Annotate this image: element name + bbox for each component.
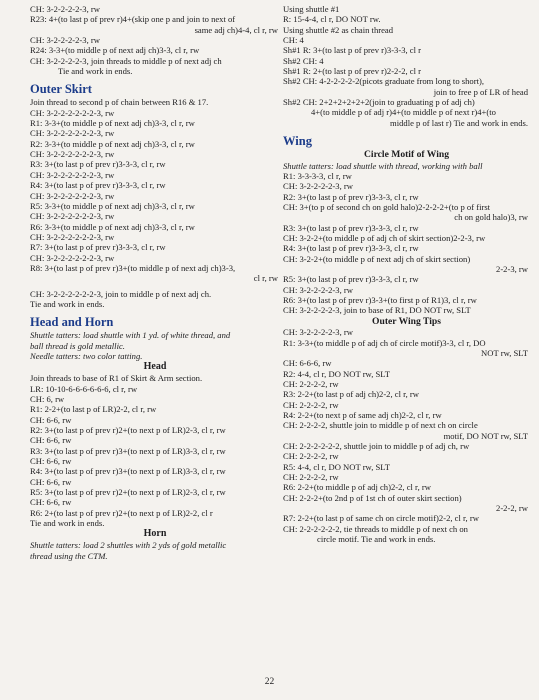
left-line: Shuttle tatters: load 2 shuttles with 2 yds of gold metallic (30, 540, 227, 551)
right-line: R1: 3-3-3-3, cl r, rw (283, 170, 352, 181)
page-number: 22 (264, 677, 275, 687)
right-line: CH: 2-2-2-2, rw (283, 379, 339, 389)
left-line: ball thread is gold metallic. (30, 340, 125, 351)
right-line: R5: 3+(to last p of prev r)3-3-3, cl r, rw (283, 274, 419, 285)
left-section-heading: Outer Skirt (30, 82, 92, 97)
left-line: cl r, rw (253, 273, 278, 284)
left-line: CH: 6-6, rw (30, 456, 72, 467)
right-line: R3: 3+(to last p of prev r)3-3-3, cl r, rw (283, 222, 419, 233)
right-line: ch on gold halo)3, rw (454, 212, 528, 223)
right-line: Using shuttle #1 (283, 4, 340, 14)
left-line: R6: 2+(to last p of prev r)2+(to next p of LR)2-2, cl r (30, 507, 213, 518)
left-line: R7: 3+(to last p of prev r)3-3-3, cl r, rw (30, 242, 166, 253)
left-line: CH: 3-2-2-2-2-3, rw (30, 4, 100, 14)
left-line: R2: 3-3+(to middle p of next adj ch)3-3, cl r, rw (30, 138, 195, 149)
left-line: Shuttle tatters: load shuttle with 1 yd. of white thread, and (30, 330, 231, 341)
left-line: Needle tatters: two color tatting. (30, 350, 143, 361)
right-line: circle motif. Tie and work in ends. (317, 534, 436, 545)
left-line: CH: 3-2-2-2-2-3, rw (30, 35, 100, 46)
left-line: R5: 3+(to last p of prev r)2+(to next p of LR)2-3, cl r, rw (30, 487, 226, 498)
right-line: Sh#2 CH: 4 (283, 55, 324, 66)
left-line: Tie and work in ends. (30, 518, 105, 529)
right-line: motif, DO NOT rw, SLT (443, 430, 528, 441)
right-line: Using shuttle #2 as chain thread (283, 24, 394, 35)
right-line: CH: 6-6-6, rw (283, 358, 332, 369)
left-line: Tie and work in ends. (58, 66, 133, 77)
left-line: CH: 6-6, rw (30, 414, 72, 425)
left-subheading: Head (143, 361, 167, 373)
right-subheading: Circle Motif of Wing (364, 149, 449, 161)
right-line: R: 15-4-4, cl r, DO NOT rw. (283, 14, 381, 25)
left-line: Join threads to base of R1 of Skirt & Arm section. (30, 373, 203, 384)
left-line: R1: 2-2+(to last p of LR)2-2, cl r, rw (30, 404, 157, 415)
right-line: NOT rw, SLT (481, 347, 528, 358)
right-line: Sh#2 CH: 4-2-2-2-2-2(picots graduate from long to short), (283, 76, 484, 87)
right-line: CH: 2-2-2-2-2-2, shuttle join to middle p of adj ch, rw (283, 441, 470, 452)
right-line: R1: 3-3+(to middle p of adj ch of circle motif)3-3, cl r, DO (283, 337, 486, 348)
right-subheading: Outer Wing Tips (372, 315, 441, 327)
left-line: same adj ch)4-4, cl r, rw (194, 24, 278, 35)
left-line: CH: 3-2-2-2-2-2-2-3, rw (30, 149, 115, 160)
right-line: R6: 3+(to last p of prev r)3-3+(to first p of R1)3, cl r, rw (283, 295, 477, 306)
right-line: R7: 2-2+(to last p of same ch on circle motif)2-2, cl r, rw (283, 513, 479, 524)
left-line: R2: 3+(to last p of prev r)2+(to next p of LR)2-3, cl r, rw (30, 425, 226, 436)
right-line: 2-2-3, rw (496, 264, 528, 275)
right-line: CH: 2-2-2-2, rw (283, 451, 339, 462)
left-line: Join thread to second p of chain between R16 & 17. (30, 97, 209, 108)
left-line: CH: 6-6, rw (30, 435, 72, 446)
right-line: join to free p of LR of head (433, 86, 528, 97)
right-line: Shuttle tatters: load shuttle with thread, working with ball (283, 160, 483, 171)
left-line: CH: 6-6, rw (30, 497, 72, 508)
left-line: CH: 3-2-2-2-2-2-2-3, rw (30, 128, 115, 139)
right-line: CH: 3-2-2-2-2-3, join to base of R1, DO NOT rw, SLT (283, 305, 471, 316)
right-line: CH: 3-2-2-2-2-3, rw (283, 327, 353, 338)
right-line: CH: 3-2-2+(to middle p of next adj ch of skirt section) (283, 253, 471, 264)
left-line: R3: 3+(to last p of prev r)3-3-3, cl r, rw (30, 159, 166, 170)
right-line: CH: 3-2-2-2-2-3, rw (283, 181, 353, 192)
left-line: CH: 3-2-2-2-2-2-2-3, rw (30, 252, 115, 263)
right-line: R4: 3+(to last p of prev r)3-3-3, cl r, rw (283, 243, 419, 254)
left-line: R8: 3+(to last p of prev r)3+(to middle p of next adj ch)3-3, (30, 262, 236, 273)
right-line: R3: 2-2+(to last p of adj ch)2-2, cl r, rw (283, 389, 420, 400)
right-line: R2: 4-4, cl r, DO NOT rw, SLT (283, 368, 390, 379)
right-line: Sh#1 R: 2+(to last p of prev r)2-2-2, cl r (283, 66, 422, 77)
left-line: CH: 3-2-2-2-2-2-2-3, rw (30, 169, 115, 180)
right-line: 4+(to middle p of adj r)4+(to middle p of next r)4+(to (311, 107, 496, 118)
left-line: R5: 3-3+(to middle p of next adj ch)3-3, cl r, rw (30, 200, 195, 211)
left-line: CH: 3-2-2-2-2-2-2-3, join to middle p of next adj ch. (30, 288, 212, 299)
right-line: R2: 3+(to last p of prev r)3-3-3, cl r, rw (283, 191, 419, 202)
left-section-heading: Head and Horn (30, 315, 114, 330)
right-line: Sh#1 R: 3+(to last p of prev r)3-3-3, cl r (283, 45, 422, 56)
left-line: R1: 3-3+(to middle p of next adj ch)3-3, cl r, rw (30, 118, 195, 129)
right-section-heading: Wing (283, 134, 312, 149)
right-line: R6: 2-2+(to middle p of adj ch)2-2, cl r, rw (283, 482, 431, 493)
right-line: CH: 2-2-2+(to 2nd p of 1st ch of outer skirt section) (283, 492, 462, 503)
left-line: CH: 3-2-2-2-2-2-2-3, rw (30, 231, 115, 242)
right-line: CH: 3-2-2-2-2-3, rw (283, 284, 353, 295)
left-line: CH: 3-2-2-2-2-2-2-3, rw (30, 107, 115, 118)
left-line: CH: 6-6, rw (30, 476, 72, 487)
left-line: R6: 3-3+(to middle p of next adj ch)3-3, cl r, rw (30, 221, 195, 232)
right-line: CH: 3-2-2+(to middle p of adj ch of skirt section)2-2-3, rw (283, 233, 486, 244)
left-line: thread using the CTM. (30, 550, 108, 561)
right-line: CH: 2-2-2-2-2-2, tie threads to middle p of next ch on (283, 523, 468, 534)
left-subheading: Horn (143, 528, 167, 540)
right-line: CH: 2-2-2-2, rw (283, 472, 339, 483)
left-line: CH: 6, rw (30, 394, 65, 404)
left-line: Tie and work in ends. (30, 298, 105, 309)
left-line: R24: 3-3+(to middle p of next adj ch)3-3, cl r, rw (30, 45, 200, 56)
left-line: CH: 3-2-2-2-2-3, join threads to middle p of next adj ch (30, 55, 222, 66)
right-line: R5: 4-4, cl r, DO NOT rw, SLT (283, 461, 390, 472)
left-line: R3: 3+(to last p of prev r)3+(to next p of LR)3-3, cl r, rw (30, 445, 226, 456)
left-line: CH: 3-2-2-2-2-2-2-3, rw (30, 211, 115, 222)
right-line: middle p of last r) Tie and work in ends. (390, 117, 528, 128)
right-line: 2-2-2, rw (496, 503, 528, 514)
right-line: R4: 2-2+(to next p of same adj ch)2-2, cl r, rw (283, 410, 442, 421)
right-line: CH: 2-2-2-2, rw (283, 399, 339, 410)
right-column (283, 4, 530, 545)
left-line: R4: 3+(to last p of prev r)3+(to next p of LR)3-3, cl r, rw (30, 466, 226, 477)
left-line: R23: 4+(to last p of prev r)4+(skip one p and join to next of (30, 14, 236, 25)
right-line: CH: 4 (283, 35, 304, 46)
left-line: R4: 3+(to last p of prev r)3-3-3, cl r, rw (30, 180, 166, 191)
left-line: LR: 10-10-6-6-6-6-6-6, cl r, rw (30, 383, 138, 394)
left-line: CH: 3-2-2-2-2-2-2-3, rw (30, 190, 115, 201)
right-line: CH: 2-2-2-2, shuttle join to middle p of next ch on circle (283, 420, 478, 431)
right-line: CH: 3+(to p of second ch on gold halo)2-2-2-2+(to p of first (283, 202, 491, 212)
right-line: Sh#2 CH: 2+2+2+2+2+2(join to graduating p of adj ch) (283, 97, 475, 108)
left-column (30, 4, 280, 561)
